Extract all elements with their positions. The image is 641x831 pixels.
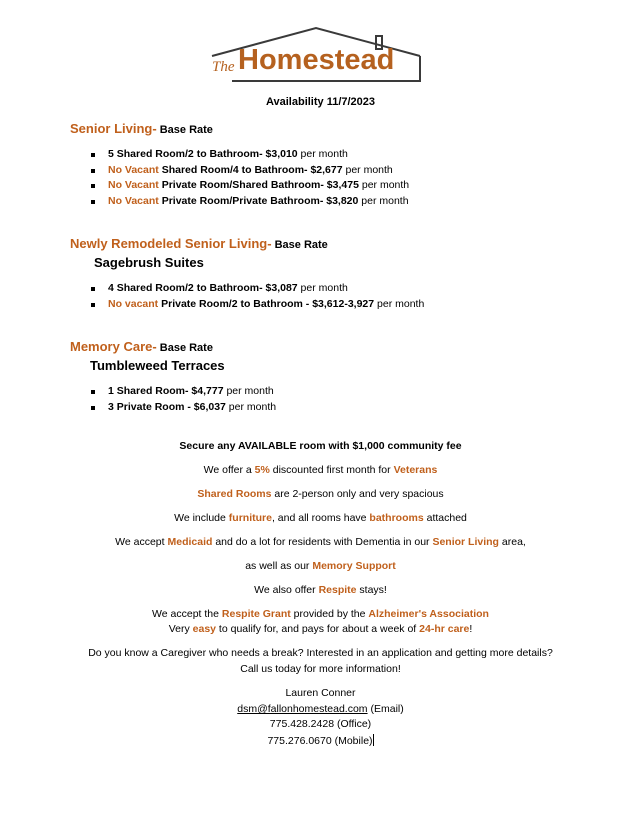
community-fee-line: Secure any AVAILABLE room with $1,000 community fee bbox=[179, 440, 462, 452]
logo-name: Homestead bbox=[238, 44, 395, 76]
senior-living-heading bbox=[70, 121, 213, 136]
list-item: 3 Private Room - $6,037 per month bbox=[91, 400, 276, 416]
list-item: No vacant Private Room/2 to Bathroom - $3,612-3,927 per month bbox=[91, 297, 424, 313]
availability-date: Availability 11/7/2023 bbox=[265, 96, 376, 108]
medicaid-line: We accept Medicaid and do a lot for residents with Dementia in our Senior Living area, bbox=[115, 536, 526, 548]
list-item: 1 Shared Room- $4,777 per month bbox=[91, 384, 276, 400]
logo-the: The bbox=[212, 59, 235, 75]
base-rate-label: Base Rate bbox=[156, 124, 213, 136]
tumbleweed-terraces-heading: Tumbleweed Terraces bbox=[90, 358, 225, 373]
base-rate-label: Base Rate bbox=[271, 239, 328, 251]
memory-support-line: as well as our Memory Support bbox=[245, 560, 396, 572]
mobile-phone-line bbox=[0, 734, 641, 747]
homestead-logo bbox=[208, 26, 426, 84]
furniture-line: We include furniture, and all rooms have bathrooms attached bbox=[174, 512, 467, 524]
qualify-line: Very easy to qualify for, and pays for about a week of 24-hr care! bbox=[168, 623, 473, 635]
veterans-line: We offer a 5% discounted first month for Veterans bbox=[203, 464, 438, 476]
list-item: 5 Shared Room/2 to Bathroom- $3,010 per month bbox=[91, 147, 409, 163]
list-item: No Vacant Private Room/Private Bathroom- $3,820 per month bbox=[91, 194, 409, 210]
memory-care-list bbox=[91, 384, 276, 415]
remodeled-title: Newly Remodeled Senior Living- bbox=[70, 236, 272, 251]
call-us-line: Call us today for more information! bbox=[240, 663, 401, 675]
contact-email-line bbox=[0, 703, 641, 715]
list-item: No Vacant Shared Room/4 to Bathroom- $2,677 per month bbox=[91, 163, 409, 179]
senior-living-list bbox=[91, 147, 409, 209]
list-item: No Vacant Private Room/Shared Bathroom- $3,475 per month bbox=[91, 178, 409, 194]
email-link[interactable]: dsm@fallonhomestead.com bbox=[237, 703, 368, 715]
remodeled-list bbox=[91, 281, 424, 312]
text-cursor bbox=[373, 734, 374, 746]
respite-line: We also offer Respite stays! bbox=[254, 584, 387, 596]
senior-living-title: Senior Living- bbox=[70, 121, 157, 136]
respite-grant-line: We accept the Respite Grant provided by the Alzheimer's Association bbox=[152, 608, 489, 620]
sagebrush-suites-heading: Sagebrush Suites bbox=[94, 255, 204, 270]
caregiver-question-line: Do you know a Caregiver who needs a break? Interested in an application and getting more details? bbox=[88, 647, 553, 659]
memory-care-title: Memory Care- bbox=[70, 339, 157, 354]
memory-care-heading bbox=[70, 339, 213, 354]
contact-name: Lauren Conner bbox=[285, 687, 356, 699]
base-rate-label: Base Rate bbox=[156, 342, 213, 354]
email-note: (Email) bbox=[367, 703, 404, 715]
remodeled-heading bbox=[70, 236, 328, 251]
shared-rooms-line: Shared Rooms are 2-person only and very spacious bbox=[197, 488, 444, 500]
list-item: 4 Shared Room/2 to Bathroom- $3,087 per month bbox=[91, 281, 424, 297]
mobile-phone: 775.276.0670 (Mobile) bbox=[267, 735, 373, 747]
office-phone: 775.428.2428 (Office) bbox=[269, 718, 372, 730]
